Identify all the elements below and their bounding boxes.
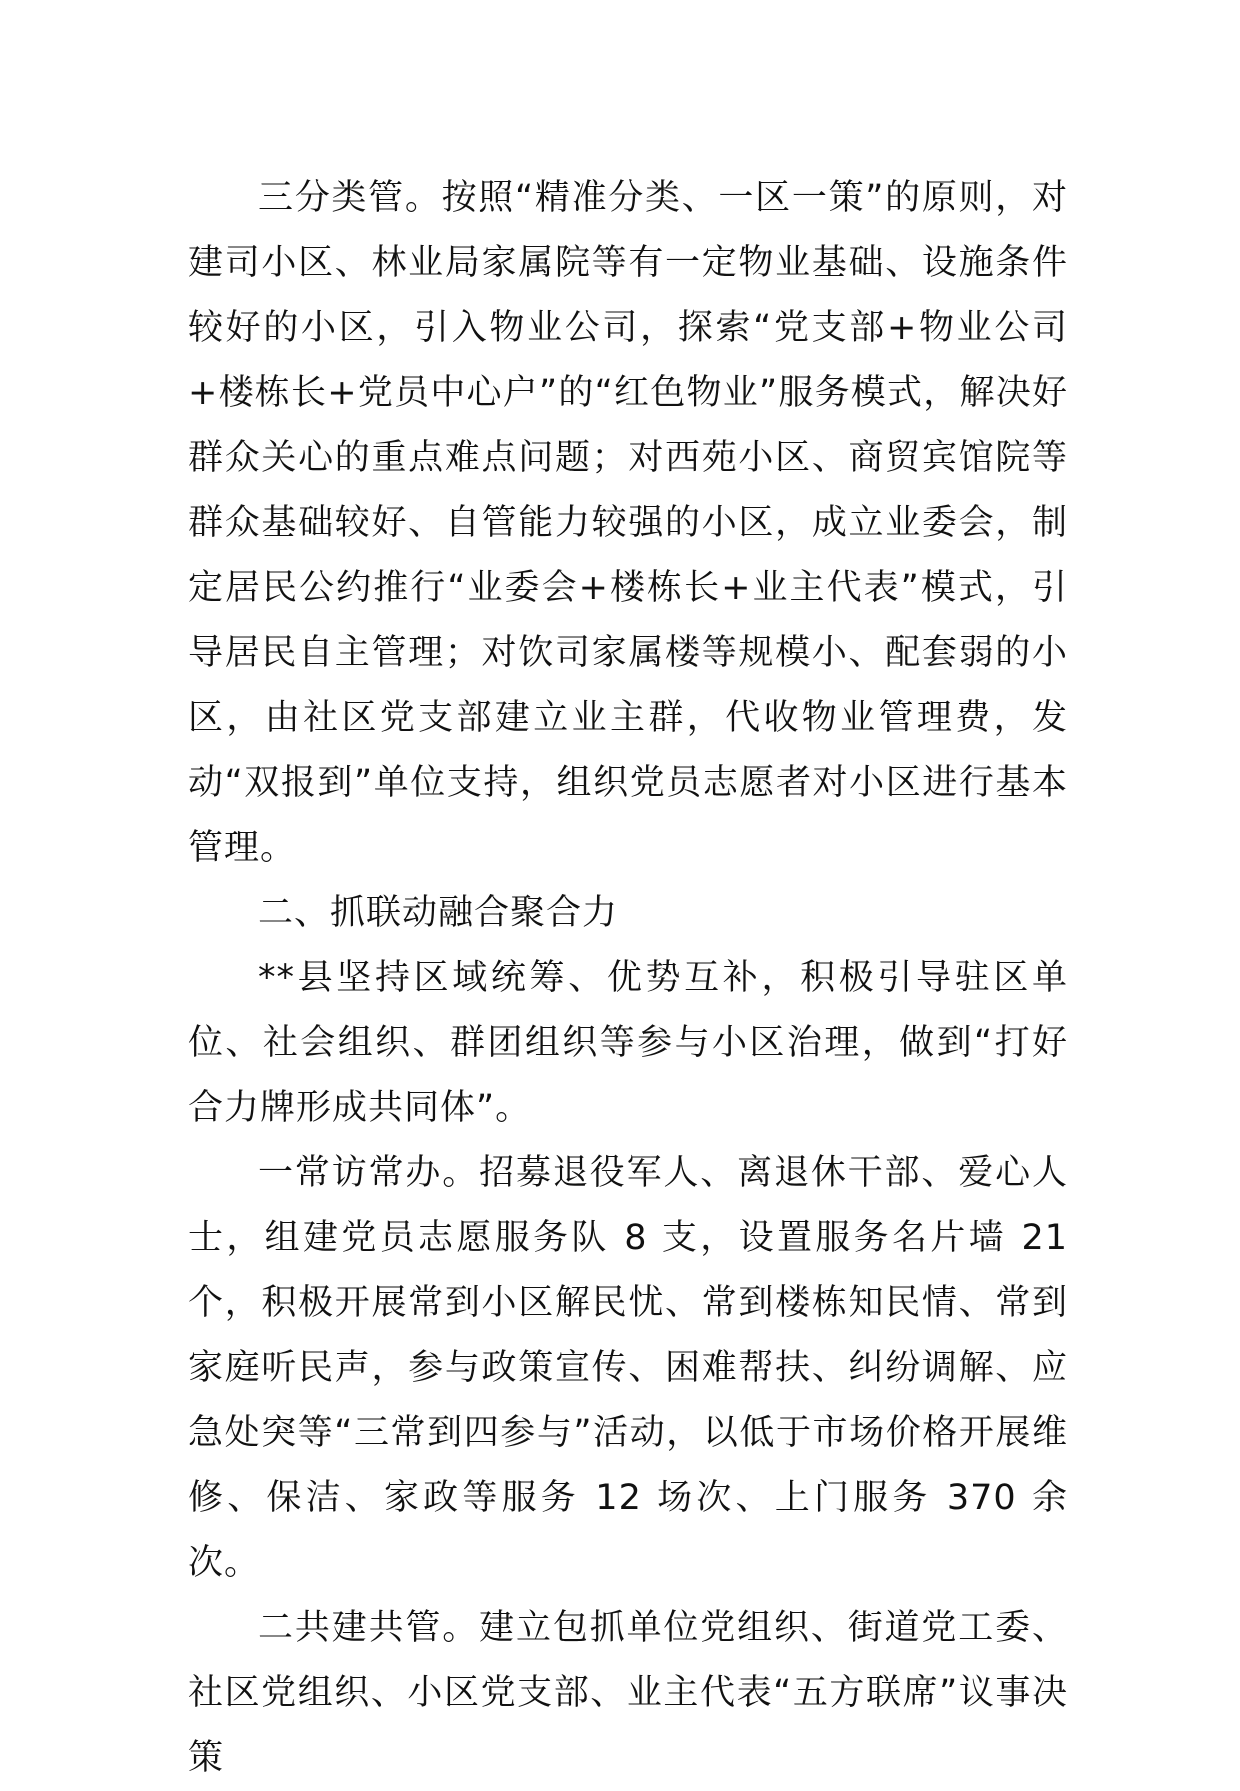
section-heading-linkage: 二、抓联动融合聚合力 <box>258 893 619 933</box>
paragraph-county-overview: **县坚持区域统筹、优势互补，积极引导驻区单位、社会组织、群团组织等参与小区治理，做到“打好合力牌形成共同体”。 <box>188 958 1068 1128</box>
document-body <box>188 166 1068 1791</box>
paragraph-regular-visits: 一常访常办。招募退役军人、离退休干部、爱心人士，组建党员志愿服务队 8 支，设置服务名片墙 21 个，积极开展常到小区解民忧、常到楼栋知民情、常到家庭听民声，参与政策宣传、困难帮扶、纠纷调解、应急处突等“三常到四参与”活动，以低于市场价格开展维修、保洁、家政等服务 12 场次、上门服务 370 余次。 <box>188 1153 1068 1583</box>
paragraph-classified-management: 三分类管。按照“精准分类、一区一策”的原则，对建司小区、林业局家属院等有一定物业基础、设施条件较好的小区，引入物业公司，探索“党支部+物业公司+楼栋长+党员中心户”的“红色物业”服务模式，解决好群众关心的重点难点问题；对西苑小区、商贸宾馆院等群众基础较好、自管能力较强的小区，成立业委会，制定居民公约推行“业委会+楼栋长+业主代表”模式，引导居民自主管理；对饮司家属楼等规模小、配套弱的小区，由社区党支部建立业主群，代收物业管理费，发动“双报到”单位支持，组织党员志愿者对小区进行基本管理。 <box>188 178 1068 868</box>
paragraph-co-construction: 二共建共管。建立包抓单位党组织、街道党工委、社区党组织、小区党支部、业主代表“五方联席”议事决策 <box>188 1608 1068 1778</box>
